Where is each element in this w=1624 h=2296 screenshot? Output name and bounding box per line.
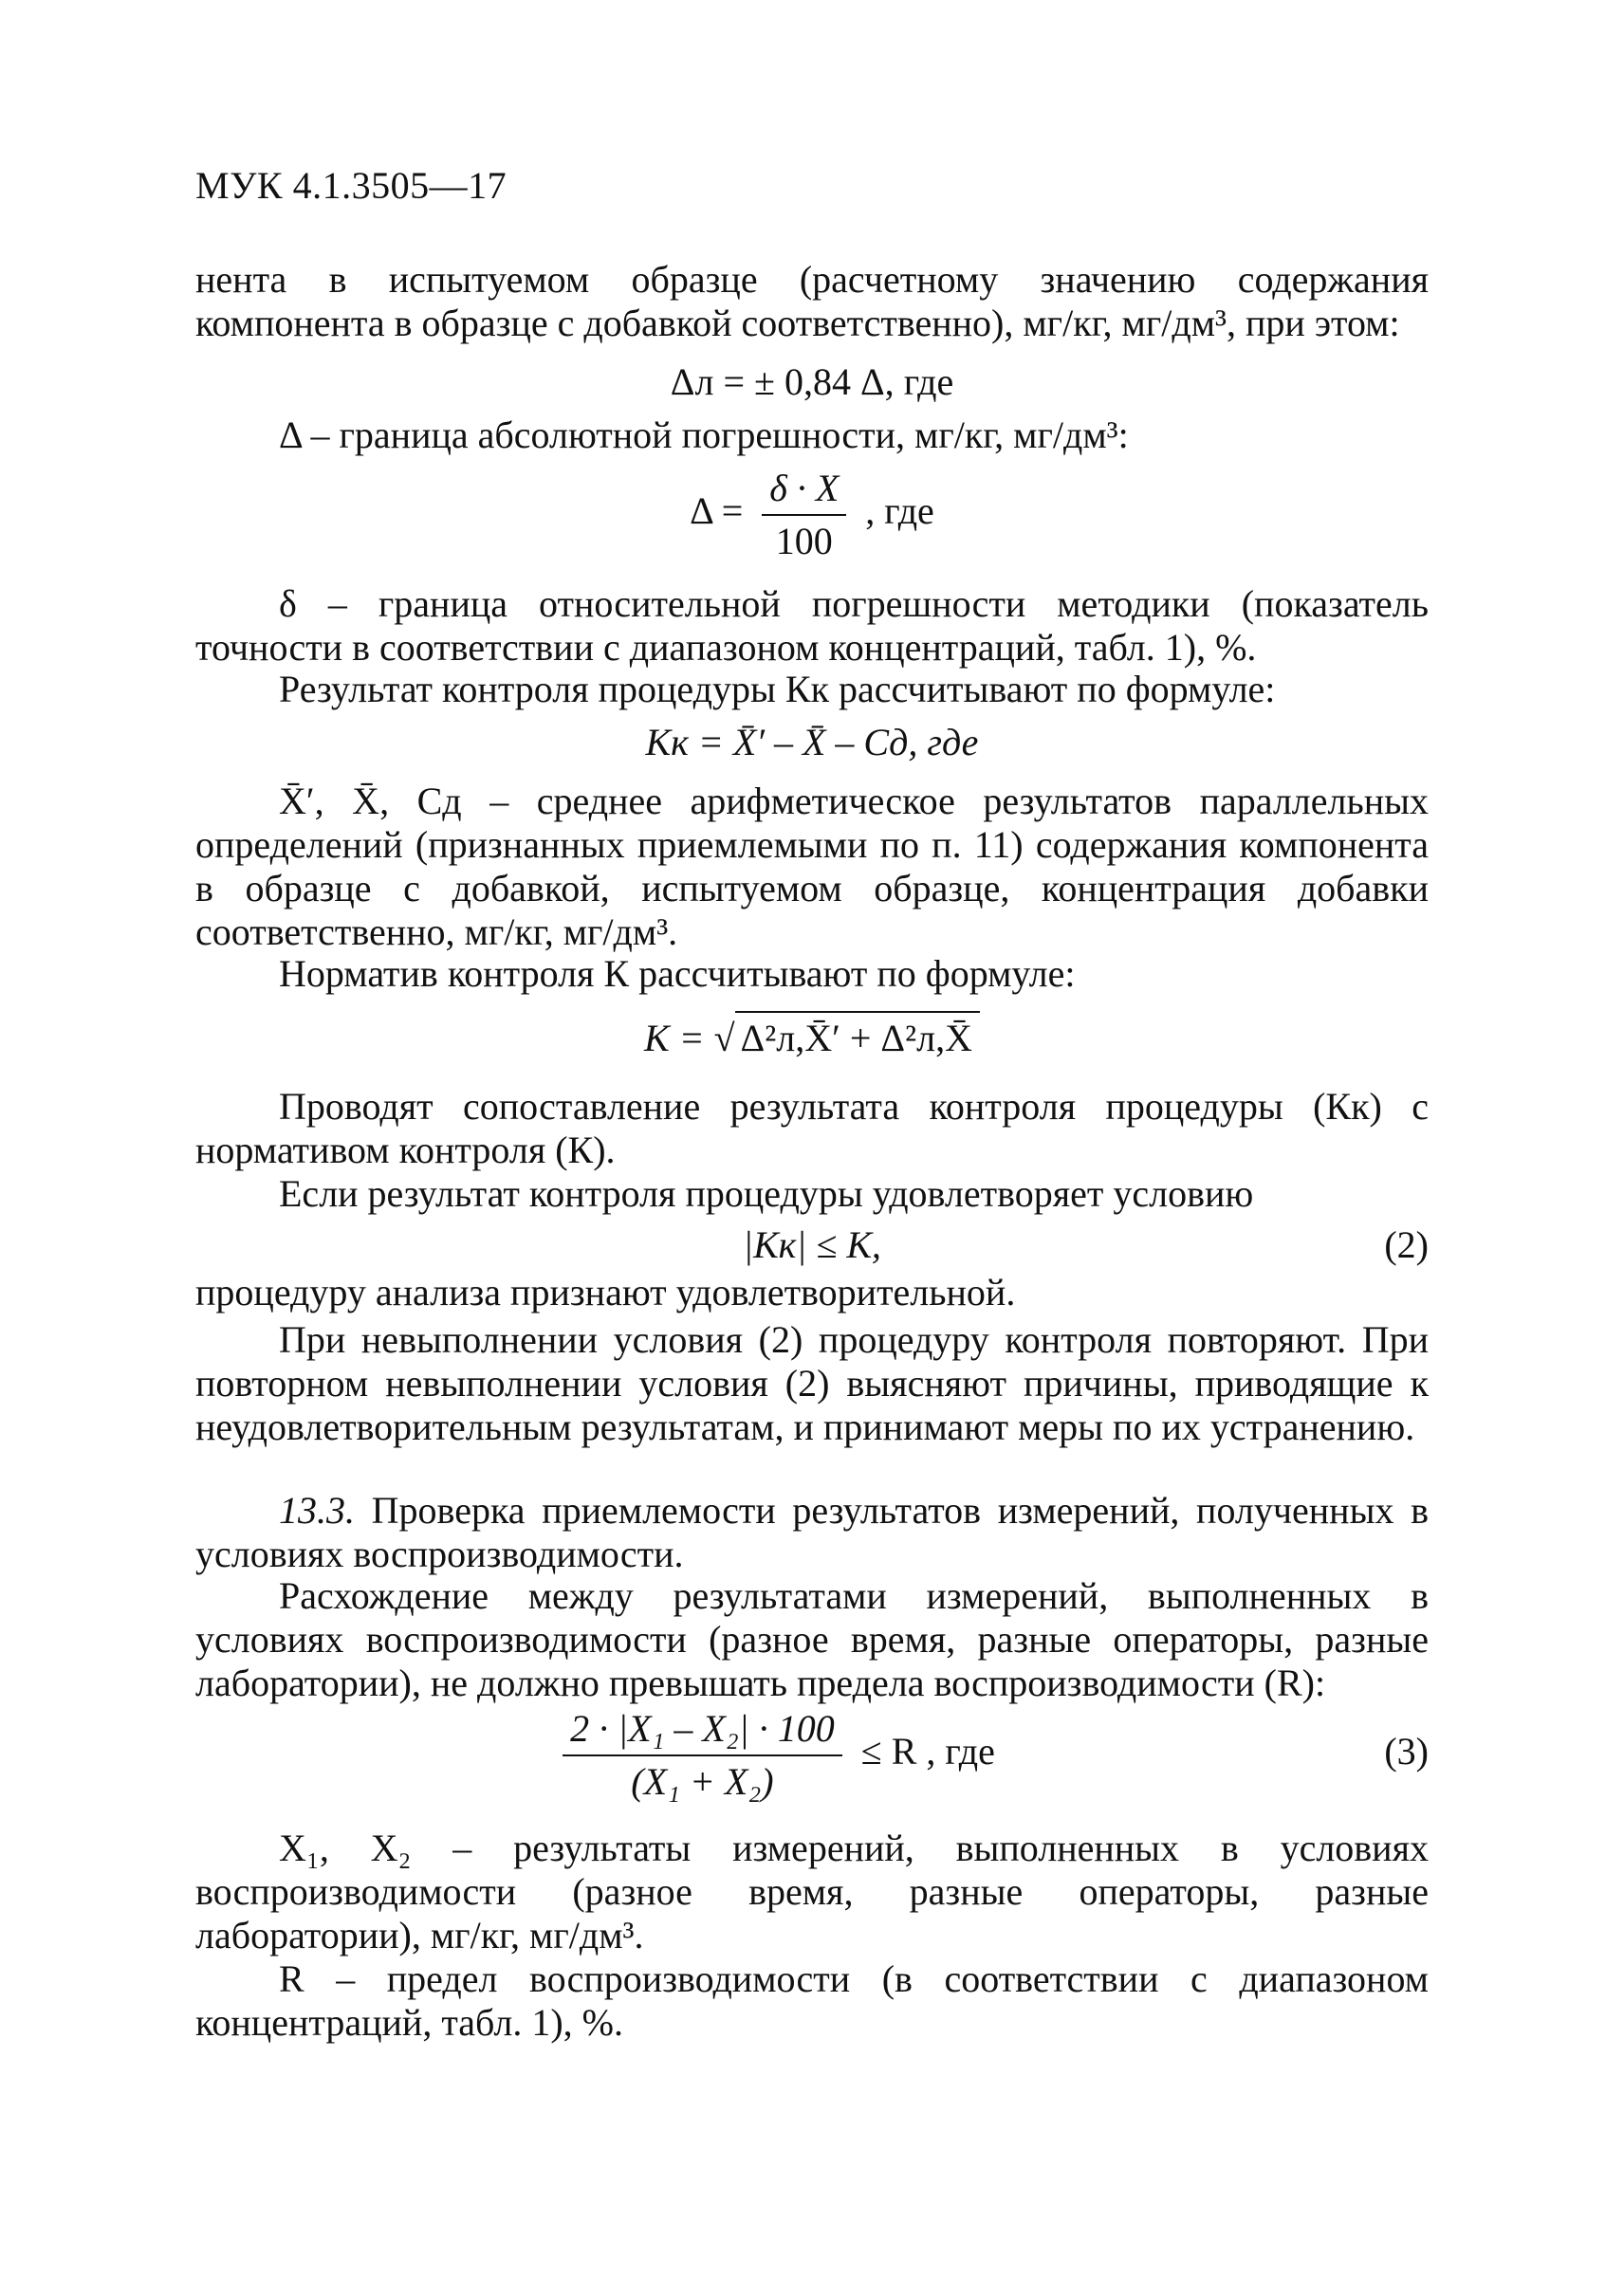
formula-condition: [0, 1223, 1624, 1267]
paragraph-mean-definition: X̄′, X̄, Сд – среднее арифметическое результатов параллельных определений (признанных приемлемыми по п. 11) содержания компонента в образце с добавкой, испытуемом образце, концентрация добавки соответственно, мг/кг, мг/дм³.: [195, 780, 1429, 953]
paragraph-r-definition: R – предел воспроизводимости (в соответствии с диапазоном концентраций, табл. 1), %.: [195, 1957, 1429, 2044]
formula-delta-lhs: Δ =: [690, 489, 744, 533]
section-title: Проверка приемлемости результатов измерений, полученных в условиях воспроизводимости.: [195, 1489, 1429, 1575]
formula-delta-denominator: 100: [775, 520, 833, 562]
formula-condition-text: |Кк| ≤ К,: [743, 1223, 881, 1266]
formula-k-radicand: Δ²л,X̄′ + Δ²л,X̄: [735, 1011, 980, 1060]
paragraph-compare: Проводят сопоставление результата контроля процедуры (Кк) с нормативом контроля (К).: [195, 1085, 1429, 1171]
sqrt-sign: √: [713, 1017, 735, 1059]
paragraph-section-13-3: [195, 1489, 1429, 1576]
formula-delta-fraction: [762, 467, 846, 563]
paragraph-accept: процедуру анализа признают удовлетворительной.: [195, 1271, 1016, 1313]
equation-number-2: (2): [1384, 1223, 1429, 1266]
paragraph-x1-x2-definition: X₁, X₂ – результаты измерений, выполненных в условиях воспроизводимости (разное время, разные операторы, разные лаборатории), мг/кг, мг/дм³.: [195, 1827, 1429, 1956]
formula-delta-l-tail: где: [903, 360, 954, 403]
paragraph-fail: При невыполнении условия (2) процедуру контроля повторяют. При повторном невыполнении условия (2) выясняют причины, приводящие к неудовлетворительным результатам, и принимают меры по их устранению.: [195, 1318, 1429, 1448]
formula-delta: [0, 467, 1624, 563]
paragraph-relative-error: δ – граница относительной погрешности методики (показатель точности в соответствии с диапазоном концентраций, табл. 1), %.: [195, 582, 1429, 669]
paragraph-condition: Если результат контроля процедуры удовлетворяет условию: [279, 1172, 1254, 1215]
section-number: 13.3.: [279, 1489, 355, 1532]
paragraph-delta-definition: Δ – граница абсолютной погрешности, мг/кг, мг/дм³:: [279, 413, 1129, 456]
formula-k: [0, 1011, 1624, 1060]
formula-kk: Кк = X̄′ – X̄ – Сд, где: [645, 721, 979, 763]
formula-reproducibility-denominator: (X₁ + X₂): [631, 1760, 774, 1803]
formula-reproducibility-tail: ≤ R , где: [860, 1730, 995, 1773]
formula-reproducibility-numerator: 2 · |X₁ – X₂| · 100: [563, 1707, 842, 1756]
formula-reproducibility-fraction: [563, 1707, 842, 1804]
formula-delta-l: [0, 360, 1624, 404]
paragraph-discrepancy: Расхождение между результатами измерений, выполненных в условиях воспроизводимости (разное время, разные операторы, разные лаборатории), не должно превышать предела воспроизводимости (R):: [195, 1574, 1429, 1704]
formula-delta-numerator: δ · X: [762, 467, 846, 516]
paragraph-norm-intro: Норматив контроля К рассчитывают по формуле:: [279, 952, 1076, 995]
document-code-header: МУК 4.1.3505—17: [195, 164, 508, 207]
paragraph-kk-intro: Результат контроля процедуры Кк рассчитывают по формуле:: [279, 668, 1276, 710]
equation-number-3: (3): [1384, 1730, 1429, 1773]
formula-delta-tail: , где: [865, 489, 934, 533]
formula-delta-l-lhs: Δл = ± 0,84 Δ,: [670, 360, 895, 403]
paragraph-intro: нента в испытуемом образце (расчетному значению содержания компонента в образце с добавкой соответственно), мг/кг, мг/дм³, при этом:: [195, 258, 1429, 344]
formula-reproducibility: [0, 1707, 1586, 1804]
formula-k-lhs: К =: [644, 1017, 705, 1059]
